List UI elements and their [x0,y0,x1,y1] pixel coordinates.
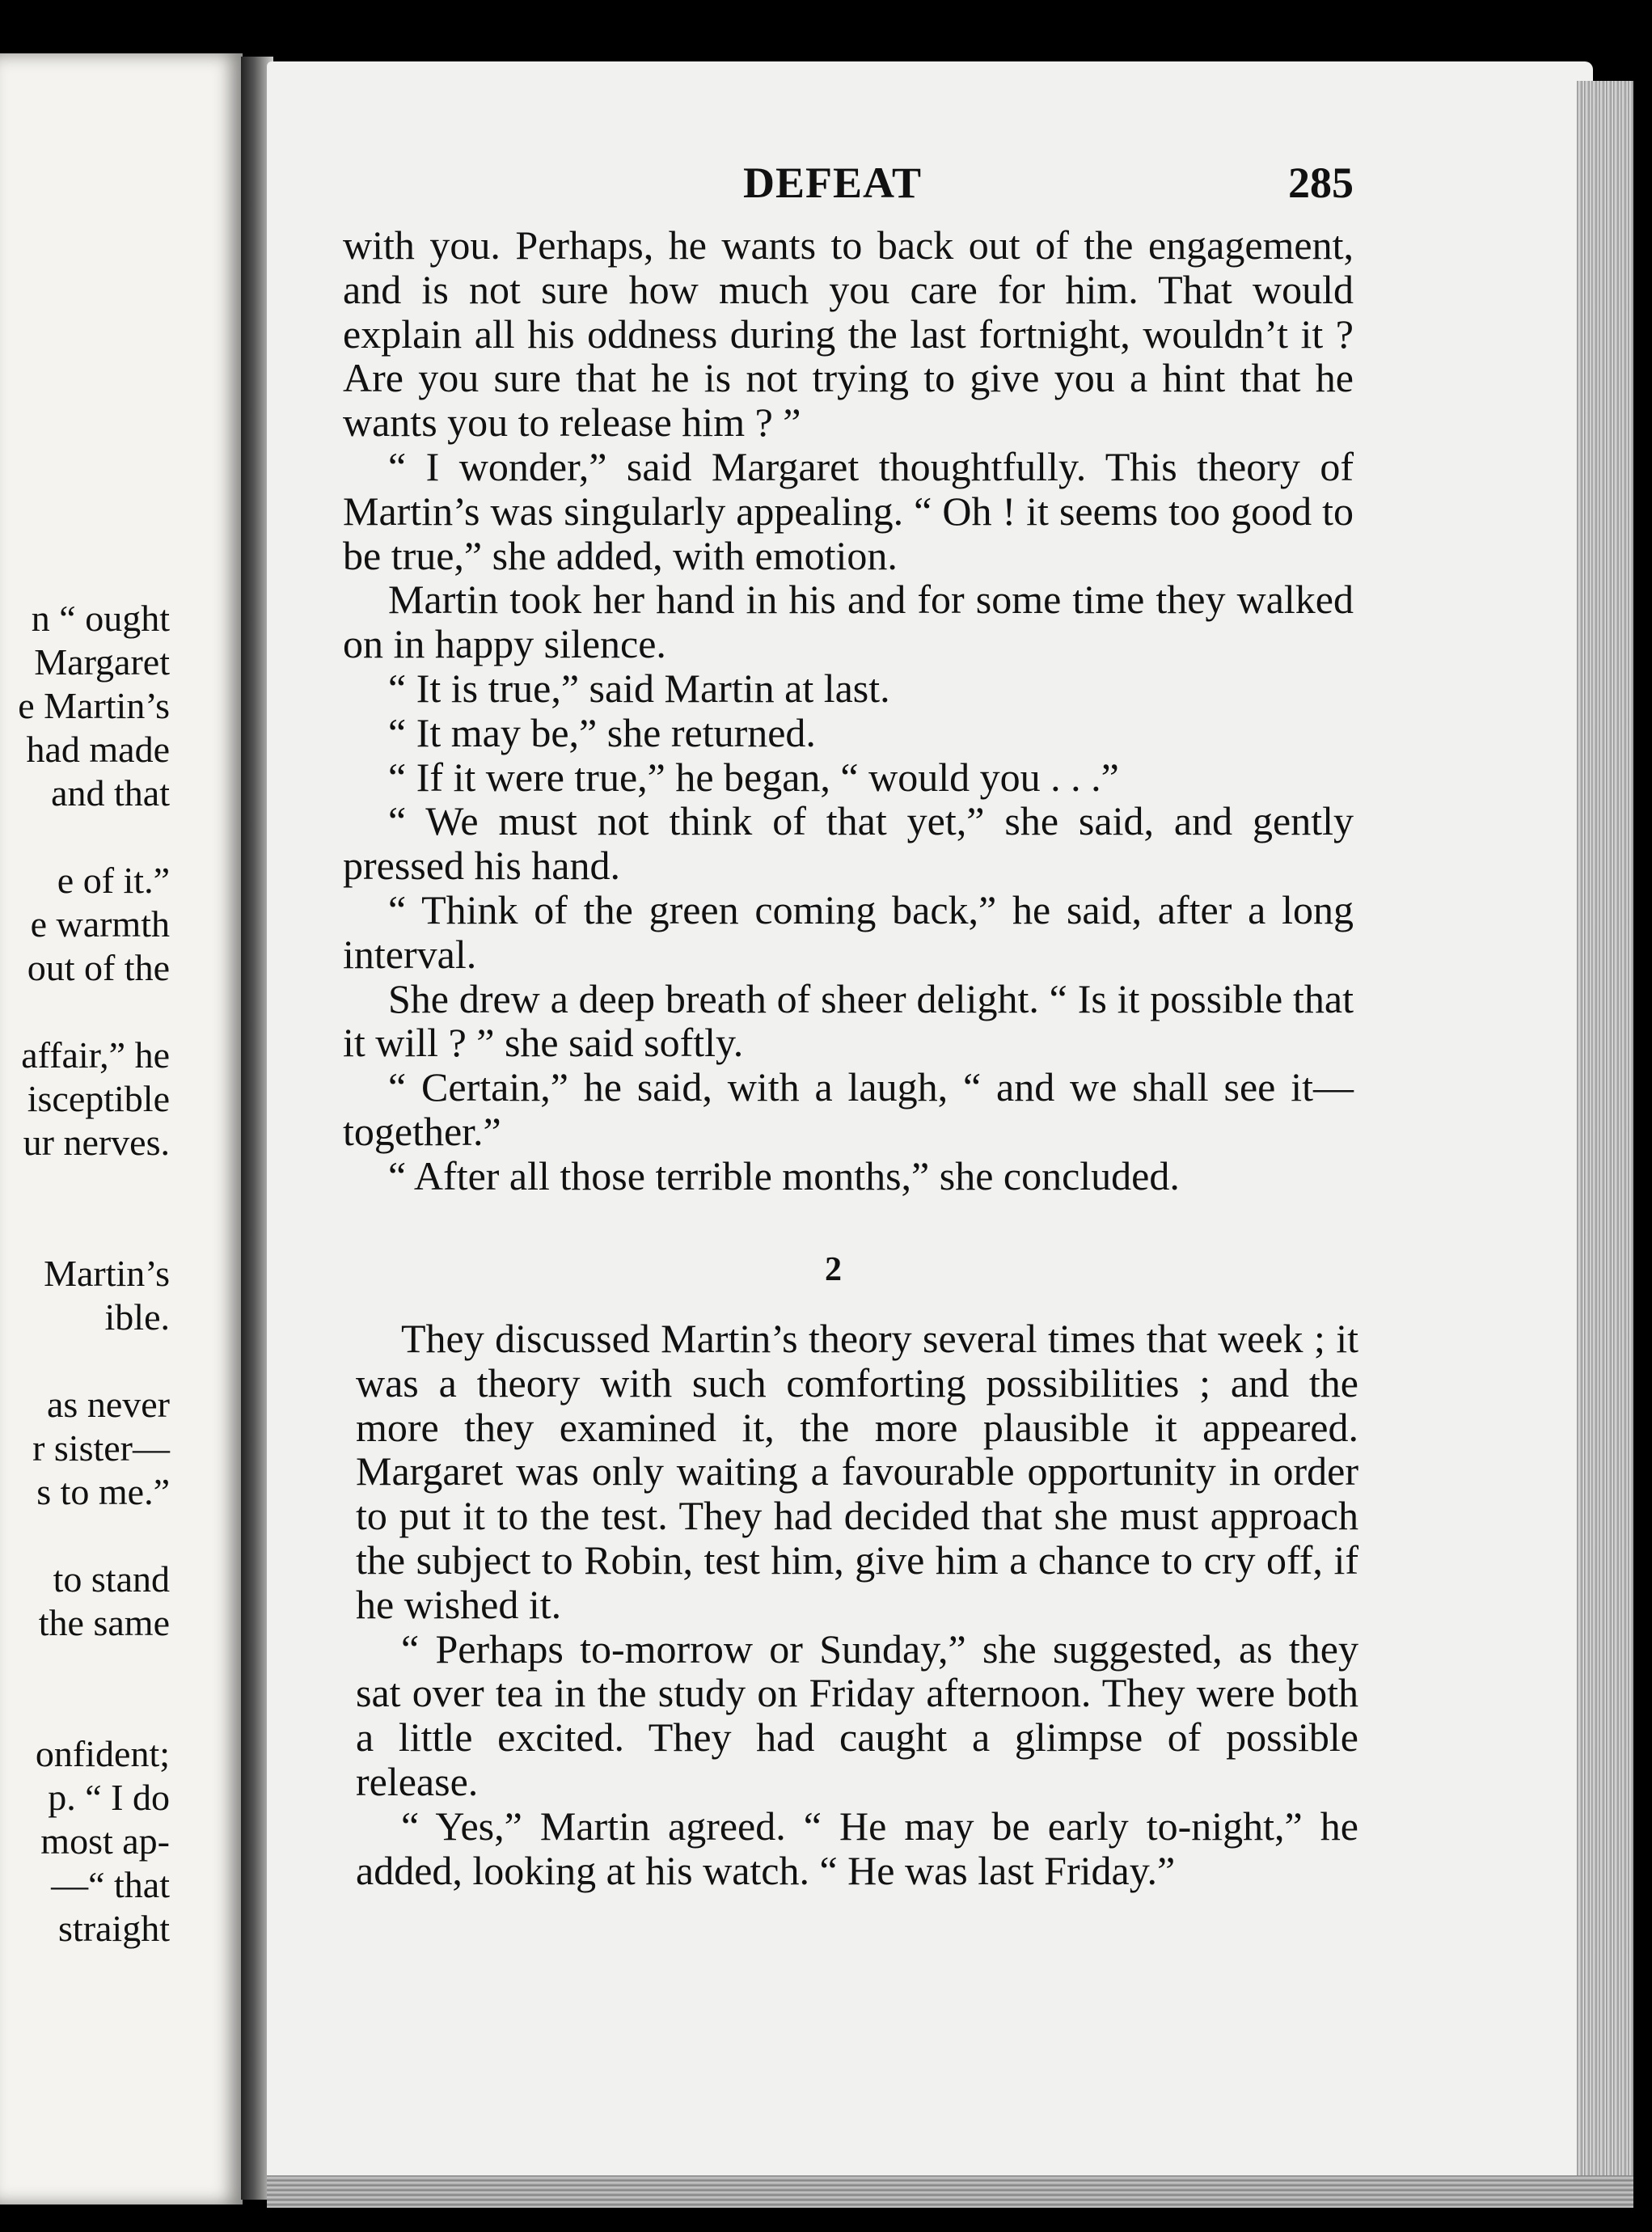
paragraph: She drew a deep breath of sheer delight. “ Is it possible that it will ? ” she said softly. [343,975,1354,1066]
paragraph: “ Certain,” he said, with a laugh, “ and we shall see it—together.” [343,1064,1354,1154]
body-text-section-2 [356,1317,1358,1892]
paragraph: “ Think of the green coming back,” he said, after a long interval. [343,886,1354,977]
section-number: 2 [825,1251,842,1288]
paragraph: “ Perhaps to-morrow or Sunday,” she suggested, as they sat over tea in the study on Friday afternoon. They were both a little excited. They had caught a glimpse of possible release. [356,1625,1358,1804]
paragraph: “ It may be,” she returned. [388,709,816,755]
paragraph: “ We must not think of that yet,” she said, and gently pressed his hand. [343,798,1354,889]
left-page [0,53,243,2205]
bottom-page-edge [267,2175,1633,2208]
page-edge [1577,81,1633,2183]
left-page-text: n “ ought Margaret e Martin’s had made and that e of it.” e warmth out of the affair,” he isceptible ur nerves. Martin’s ible. as never r sister— s to me.” to stand the same onfident; p. “ I do most ap- —“ that straight [18,598,170,1949]
paragraph: “ Yes,” Martin agreed. “ He may be early to-night,” he added, looking at his watch. “ He was last Friday.” [356,1803,1358,1893]
paragraph: They discussed Martin’s theory several times that week ; it was a theory with such comforting possibilities ; and the more they examined it, the more plausible it appeared. Margaret was only waiting a favourable opportunity in order to put it to the test. They had decided that she must approach the subject to Robin, test him, give him a chance to cry off, if he wished it. [356,1316,1358,1627]
running-title: DEFEAT [743,159,923,207]
paragraph: “ It is true,” said Martin at last. [388,665,890,711]
body-text-section-1 [343,223,1354,1198]
paragraph: with you. Perhaps, he wants to back out of the engagement, and is not sure how much you care for him. That would explain all his oddness during the last fortnight, wouldn’t it ? Are you sure that he is not trying to give you a hint that he wants you to release him ? ” [343,222,1354,446]
paragraph: “ After all those terrible months,” she concluded. [388,1152,1180,1198]
paragraph: “ I wonder,” said Margaret thoughtfully. This theory of Martin’s was singularly appealing. “ Oh ! it seems too good to be true,” she added, with emotion. [343,443,1354,578]
paragraph: Martin took her hand in his and for some time they walked on in happy silence. [343,577,1354,667]
page-number: 285 [1288,159,1354,207]
paragraph: “ If it were true,” he began, “ would you . . .” [388,754,1119,800]
page-header [343,158,1354,222]
